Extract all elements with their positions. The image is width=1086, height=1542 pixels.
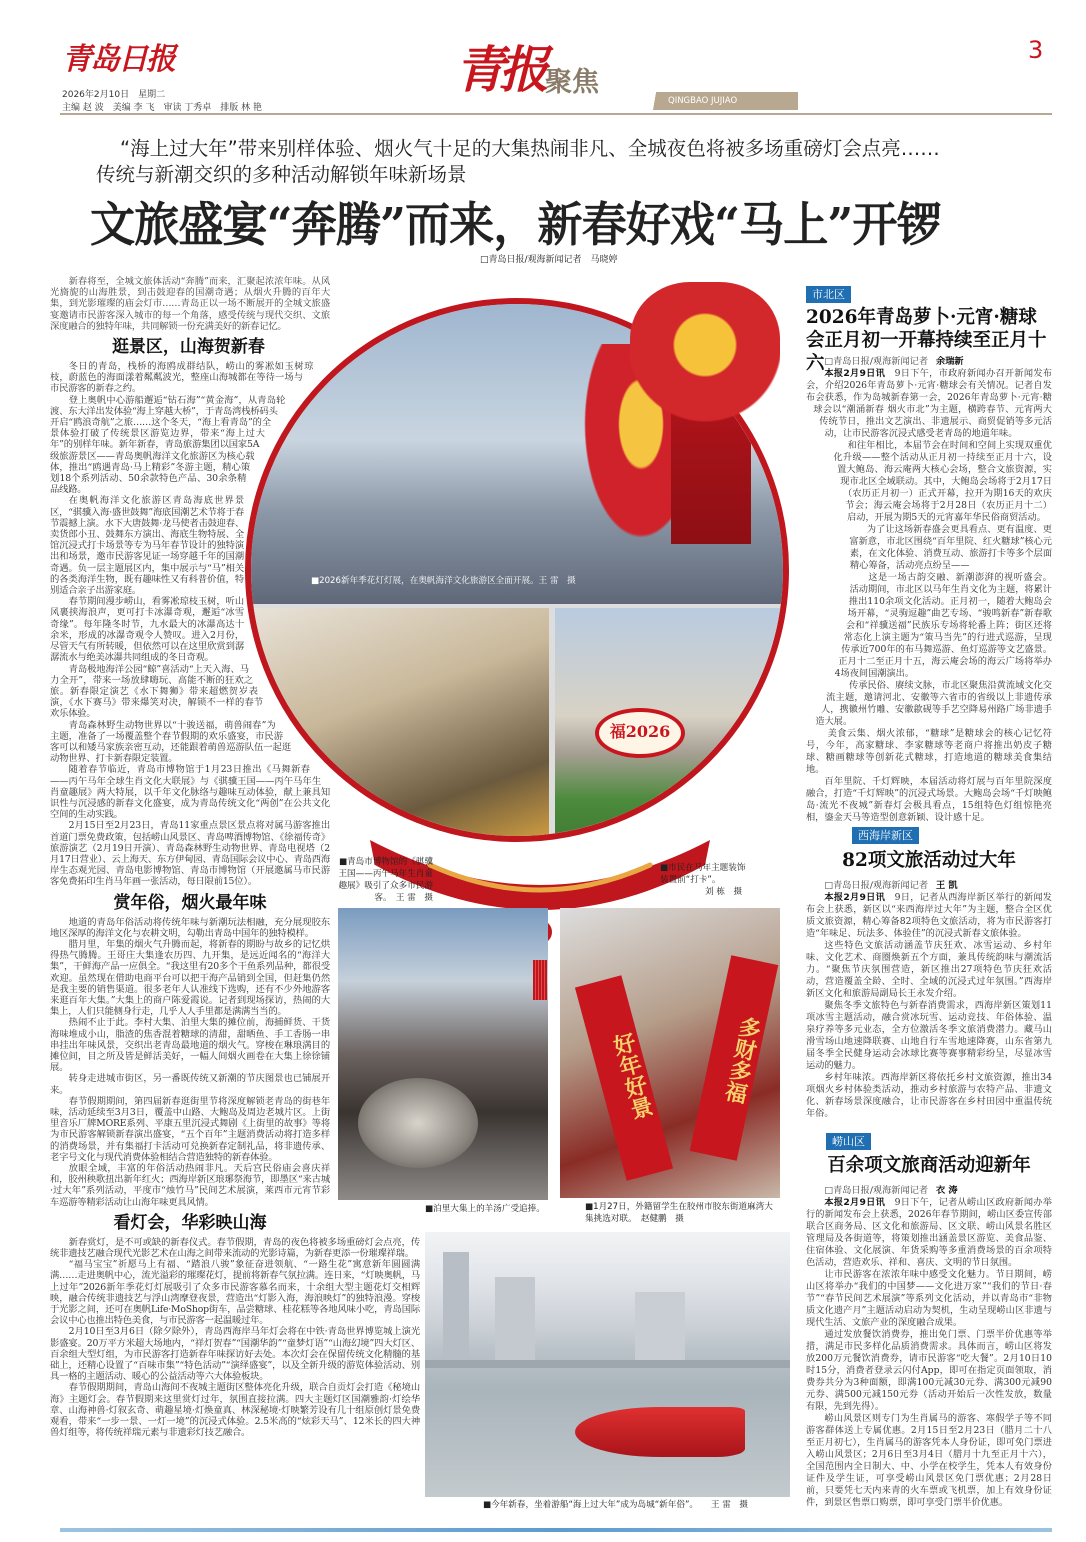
paragraph: 春节假期期间，第四届新春逛街里节将深度解锁老青岛的街巷年味，活动延续至3月3日，覆盖中山路、大鲍岛及周边老城片区。上街里音乐厂牌MORE系列、平康五里沉浸式舞剧《上街里的故事》等将为市民游客解锁新春演出盛宴，“五个百年”主题消费活动将打造多样的消费场景，并有集福打卡活动可兑换新春定制礼品，将非遗传承、老字号文化与现代消费体验相结合营造独特的新春体验。 xyxy=(50,1095,330,1163)
section-heading: 逛景区，山海贺新春 xyxy=(111,337,265,358)
photo-caption: ■青岛市博物馆的《骐骥王国——丙午马年生肖童趣展》吸引了众多市民游客。 王 雷 摄 xyxy=(338,857,433,903)
subtitle-1: “海上过大年”带来别样体验、烟火气十足的大集热闹非凡、全城夜色将被多场重磅灯会点亮…… xyxy=(120,137,940,160)
subtitle-2: 传统与新潮交织的多种活动解锁年味新场景 xyxy=(96,163,467,186)
paragraph: 青岛森林野生动物世界以“十骏送福，萌兽闹春”为主题，准备了一场覆盖整个春节假期的欢乐盛宴，市民游客可以和矮马家族亲密互动，还能跟着萌兽巡游队伍一起逛动物世界、打卡新春限定装置。 xyxy=(50,719,291,765)
byline-prefix: □青岛日报/观海新闻记者 xyxy=(824,356,929,367)
shoreline xyxy=(425,1360,790,1368)
byline-prefix: □青岛日报/观海新闻记者 xyxy=(824,880,929,891)
paragraph: 新春赏灯，是不可或缺的新春仪式。春节假期，青岛的夜色将被多场重磅灯会点亮，传统非遗技艺融合现代光影艺术在山海之间带来流动的光影诗篇，为新春更添一份璀璨祥瑞。 xyxy=(50,1236,420,1260)
reporter-name: 余瑞新 xyxy=(936,356,964,367)
paragraph: 百年里院、千灯辉映，本届活动将灯展与百年里院深度融合，打造“千灯辉映”的沉浸式场景。大鲍岛会场“千灯映鲍岛·流光不夜城”新春灯会极具看点，15组特色灯组惊艳亮相，鎏金天马等造型创意新颖、设计感十足。 xyxy=(806,776,1052,823)
paragraph: 2月15日至2月23日，青岛11家重点景区景点将对属马游客推出首道门票免费政策，包括崂山风景区、青岛啤酒博物馆、《徐福传奇》旅游演艺（2月19日开演）、青岛森林野生动物世界、青岛电视塔（2月17日营业）、云上海天、东方伊甸园、青岛国际会议中心、青岛西海岸生态观光园、青岛电影博物馆、青岛市博物馆（开展邀属马市民游客免费拓印生肖马年画一张活动，每日限前15位）。 xyxy=(50,820,330,888)
section-name-en: QINGBAO JUJIAO xyxy=(648,92,798,110)
skyscraper xyxy=(443,1252,469,1362)
photo-credit: 刘 栋 摄 xyxy=(705,887,743,897)
photo-caption: ■2026新年季花灯灯展，在奥帆海洋文化旅游区全面开展。王 雷 摄 xyxy=(311,576,576,586)
paragraph: 地道的青岛年俗活动将传统年味与新潮玩法相融，充分展现胶东地区深厚的海洋文化与农耕文明，勾勒出青岛中国年的独特模样。 xyxy=(50,916,330,939)
section-name: 聚焦 xyxy=(545,67,599,98)
paragraph: 转身走进城市街区，另一番既传统又新潮的节庆图景也已铺展开来。 xyxy=(50,1073,330,1096)
sidebar-body xyxy=(806,1185,1052,1510)
sidebar-title: 2026年青岛萝卜·元宵·糖球会正月初一开幕持续至正月十六 xyxy=(806,307,1047,374)
paragraph: 通过发放餐饮消费券，推出免门票、门票半价优惠等举措，满足市民多样化品质消费需求。具体而言，崂山区将发放200万元餐饮消费券，请市民游客“吃大餐”。2月10日10时15分，消费者登录云闪付App，即可在指定页面领取，消费券共分为3种面额，即满100元减30元券、满300元减90元券、满500元减150元券（活动开始后一次性发放，数量有限，先到先得）。 xyxy=(806,1329,1052,1412)
paragraph: 传承民俗、赓续文脉，市北区聚焦沿黄流域文化交流主题，邀请河北、安徽等六省市的省级以上非遗传承人，携徽州竹雕、安徽歙砚等手艺空降易州路广场非遗手造大展。 xyxy=(815,680,1052,727)
paragraph: 腊月里，年集的烟火气升腾而起，将新春的期盼与故乡的记忆烘得热气腾腾。王哥庄大集逢农历四、九开集，是远近闻名的“海洋大集”，干鲜海产品一应俱全。“我这里有20多个干鱼系列品种，都很受欢迎。虽然现在借助电商平台可以把干海产品销到全国，但赶集仍然是我主要的销售渠道。很多老年人认准线下选购，还有不少外地游客来逛百年大集。”大集上的商户陈爱霞说。记者到现场探访，热闹的大集上，人们只能侧身行走，几乎人人手里都是满满当当的。 xyxy=(50,938,330,1018)
photo-caption: ■今年新春，坐着游船“海上过大年”成为岛城“新年俗”。 王 雷 摄 xyxy=(483,1500,748,1510)
tassel xyxy=(533,960,547,1000)
district-tag: 市北区 xyxy=(806,286,851,303)
paragraph: 随着春节临近，青岛市博物馆于1月23日推出《马舞新春——丙午马年全球生肖文化大联展》与《骐骥王国——丙午马年生肖童趣展》两大特展，以千年文化脉络与趣味互动体验，献上兼具知识性与沉浸感的新春文化盛宴，成为青岛传统文化“两创”在公共文化空间的生动实践。 xyxy=(50,764,330,821)
paragraph: 美食云集、烟火浓郁，“糖球”是糖球会的核心记忆符号，今年，高家糖球、李家糖球等老商户将推出奶皮子糖球、糖画糖球等创新花式糖球，打造地道的糖球美食集结地。 xyxy=(806,728,1052,775)
section-heading: 赏年俗，烟火最年味 xyxy=(113,892,267,913)
footer-divider xyxy=(60,1528,1052,1532)
intro-paragraph: 新春将至，全城文旅体活动“奔腾”而来，汇聚起浓浓年味。从风光旖旎的山海胜景，到击鼓迎春的国潮奇遇；从烟火升腾的百年大集，到光影璀璨的庙会灯市……青岛正以一场不断展开的全城文旅盛宴邀请市民游客深入城市的每一个角落，感受传统与现代交织、文旅深度融合的独特年味，共同解锁一份充满美好的新春记忆。 xyxy=(50,276,330,332)
horse-installation-photo xyxy=(555,608,789,842)
paragraph xyxy=(806,892,1052,940)
issue-date: 2026年2月10日 星期二 xyxy=(62,90,166,100)
paragraph: 青岛极地海洋公园“鲸”喜活动“上天入海、马力全开”，带来一场放肆嗨玩、高能不断的狂欢之旅。新春限定演艺《水下舞狮》带来超燃贺岁表演，《水下赛马》带来爆笑对决，解锁不一样的春节欢乐体验。 xyxy=(50,663,264,720)
header-divider xyxy=(60,113,1052,115)
paragraph: 登上奥帆中心游船邂逅“钻石海”“黄金海”，从青岛轮渡、东大洋出发体验“海上穿越大桥”，于青岛湾栈桥码头开启“鸥浪奇航”之旅……这个冬天，“海上看青岛”的全景体验打破了传统景区游览边界，带来“海上过大年”的别样年味。新年新春，青岛旅游集团以国家5A级旅游景区——青岛奥帆海洋文化旅游区为核心载体，推出“鸥遇青岛·马上精彩”冬游主题，精心策划18个系列活动、50余款特色产品、30余条精品线路。 xyxy=(50,394,286,496)
red-ferry xyxy=(575,1407,745,1457)
paragraph: 春节期间漫步崂山，看雾凇琼枝玉树，听山风裹挟海浪声，更可打卡冰瀑奇观，邂逅“冰雪奇缘”。每年隆冬时节，九水最大的冰瀑高达十余米，形成的冰瀑奇观令人赞叹。进入2月份，尽管天气有所转暖，但依然可以在这里欣赏到潺潺流水与绝美冰瀑共同组成的冬日奇观。 xyxy=(50,596,244,664)
horse-sign: 福2026 xyxy=(595,708,685,758)
paragraph-text: 9日下午，记者从崂山区政府新闻办举行的新闻发布会上获悉，2026年春节期间，崂山区委宣传部联合区商务局、区文化和旅游局、区文联、崂山风景名胜区管理局及各街道等，将策划推出涵盖景区游览、美食品鉴、住宿体验、文化展演、年货采购等多重消费场景的百余项特色活动，营造欢乐、祥和、喜庆、文明的节日氛围。 xyxy=(806,1197,1052,1268)
section-heading: 看灯会，华彩映山海 xyxy=(113,1212,267,1233)
headline: 文旅盛宴“奔腾”而来，新春好戏“马上”开锣 xyxy=(90,198,941,253)
photo-caption: ■市民在马年主题装饰装置前“打卡”。 xyxy=(660,863,746,885)
sidebar-body xyxy=(806,356,1052,826)
dateline: 本报2月9日讯 xyxy=(824,892,886,903)
skyscraper xyxy=(635,1292,685,1362)
paragraph: 2月10日至3月6日（除夕除外），青岛西海岸马年灯会将在中铁·青岛世界博览城上演光影盛宴。20万平方米超大场地内，“祥灯贺春”“国潮华韵”“童梦灯语”“山海幻境”四大灯区、百余组大型灯组，为市民游客打造新春年味探访好去处。本次灯会在保留传统文化精髓的基础上，还精心设置了“百味市集”“特色活动”“演绎盛宴”，以及全新升级的游览体验活动、别具一格的主题活动、暖心的公益活动等六大体验板块。 xyxy=(50,1326,420,1383)
byline xyxy=(806,356,1052,368)
paragraph: 这些特色文旅活动涵盖节庆狂欢、冰雪运动、乡村年味、文化艺术、商圈焕新五个方面，兼具传统韵味与潮流活力。“聚焦节庆氛围营造，新区推出27项特色节庆狂欢活动，营造覆盖全龄、全时、全域的沉浸式过年氛围。”西海岸新区文化和旅游局副局长王永发介绍。 xyxy=(806,940,1052,999)
paragraph-text: 9日，记者从西海岸新区举行的新闻发布会上获悉，新区以“来西海岸过大年”为主题，整合全区优质文旅资源，精心筹备82项特色文旅活动，将为市民游客打造“年味足、玩法多、体验佳”的沉浸式新春文旅体验。 xyxy=(806,892,1052,939)
byline xyxy=(806,880,1052,892)
editors-line: 主编 赵 波 美编 李 飞 审读 丁秀卓 排版 林 艳 xyxy=(62,103,263,113)
paragraph: 为了让这场新春盛会更具看点、更有温度、更富新意，市北区围绕“百年里院、红火糖球”核心元素，在文化体验、消费互动、旅游打卡等多个层面精心筹备，活动亮点纷呈—— xyxy=(849,524,1052,571)
paragraph: 在奥帆海洋文化旅游区青岛海底世界景区，“骐骥入海·盛世鼓舞”海底国潮艺术节将于春节震撼上演。水下大唐鼓舞·龙马使者击鼓迎春、卖货郎小丑、鼓舞东方演出、海底生物特展、全馆沉浸式打卡场景等专为马年春节设计的独特演出和场景，邀市民游客见证一场穿越千年的国潮奇遇。负一层主题展区内，集中展示与“马”相关的各类海洋生物，既有趣味性又有科普价值，特别适合亲子出游家庭。 xyxy=(50,495,244,597)
paragraph: 热闹不止于此。李村大集、泊里大集的摊位前，海捕鲜货、干货海味堆成小山，脂渣的焦香混着糖球的清甜，甜晒鱼、手工香肠一串串挂出年味风景，交织出老青岛最地道的烟火气。穿梭在琳琅满目的摊位间，目之所及皆是鲜活美好，一幅人间烟火画卷在大集上徐徐铺展。 xyxy=(50,1017,330,1074)
sidebar-title: 百余项文旅商活动迎新年 xyxy=(827,1155,1031,1176)
district-tag: 崂山区 xyxy=(826,1133,871,1150)
paragraph: 这是一场古韵交融、新潮澎湃的视听盛会。活动期间，市北区以马年生肖文化为主题，将累计推出110余项文化活动。正月初一，随着大鲍岛会场开幕，“灵驹逗趣”曲艺专场、“骏鸣新春”新春歌会和“祥骥送福”民族乐专场将轮番上阵；街区还将常态化上演主题为“策马当先”的行进式巡游，呈现传承近700年的布马舞巡游、鱼灯巡游等文艺盛景。正月十二至正月十五，海云庵会场的海云广场将举办4场夜间国潮演出。 xyxy=(834,572,1052,679)
paragraph: 春节假期期间，青岛山海间不夜城主题街区整体亮化升级，联合自贡灯会打造《秘境山海》主题灯会。春节假期来这里赏灯过年，氛围直接拉满。四大主题灯区国潮雅韵·灯绘华章、山海神兽·灯叙玄奇、萌趣星境·灯焕童真、林深秘境·灯映繁芳设有几十组原创灯景免费观看，带来“一步一景、一灯一境”的沉浸式体验。2.5米高的“炫彩天马”、12米长的四大神兽灯组等，将传统祥瑞元素与非遗彩灯技艺融合。 xyxy=(50,1382,420,1439)
couplet-scroll: 好年好景 xyxy=(575,975,673,1181)
paragraph: 放眼全域，丰富的年俗活动热闹非凡。天后宫民俗庙会喜庆祥和，胶州秧歌扭出新年红火；西海岸新区琅琊祭海节，即墨区“来古城·过大年”系列活动，平度市“烛竹马”民间艺术展演，莱西市元宵节彩车巡游等精彩活动让山海年味更具风情。 xyxy=(50,1163,330,1208)
main-byline: □青岛日报/观海新闻记者 马晓婷 xyxy=(480,255,618,265)
section-logo: 青报 xyxy=(455,40,543,99)
byline-prefix: □青岛日报/观海新闻记者 xyxy=(824,1185,929,1196)
sidebar-title: 82项文旅活动过大年 xyxy=(842,850,1016,871)
sidebar-body xyxy=(806,880,1052,1128)
district-tag: 西海岸新区 xyxy=(852,827,919,844)
paragraph xyxy=(806,368,1052,440)
paragraph: 崂山风景区则专门为生肖属马的游客、寒假学子等不同游客群体送上专属优惠。2月15日至2月23日（腊月二十八至正月初七），生肖属马的游客凭本人身份证，即可免门票进入崂山风景区；2月6日至3月4日（腊月十九至正月十六），全国范围内全日制大、中、小学在校学生，凭本人有效身份证件及学生证，可享受崂山风景区免门票优惠；2月28日前，只要凭七天内来青的火车票或飞机票，加上有效身份证件，到景区售票口购票，即可享受门票半价优惠。 xyxy=(806,1413,1052,1508)
lantern-decoration xyxy=(630,282,780,422)
paragraph: 聚焦冬季文旅特色与新春消费需求，西海岸新区策划11项冰雪主题活动，融合赏冰玩雪、运动竞技、年俗体验、温泉疗养等多元业态，全方位激活冬季文旅消费潜力。藏马山滑雪场山地速降联赛、山地自行车雪地速降赛，山东省第九届冬季全民健身运动会冰球比赛等赛事精彩纷呈，尽显冰雪运动的魅力。 xyxy=(806,1000,1052,1071)
photo-caption: ■泊里大集上的羊汤广受追捧。 xyxy=(425,1204,545,1214)
reporter-name: 衣 涛 xyxy=(936,1185,958,1196)
paragraph: 乡村年味浓。西海岸新区将依托乡村文旅资源，推出34项烟火乡村体验类活动，推动乡村旅游与农特产品、非遗文化、新春场景深度融合，让市民游客在乡村田园中重温传统年俗。 xyxy=(806,1072,1052,1119)
paragraph: 让市民游客在浓浓年味中感受文化魅力。节日期间，崂山区将举办“我们的中国梦——文化进万家”“我们的节日·春节”“春节民间艺术展演”等系列文化活动，并以青岛市“非物质文化遗产月”主题活动启动为契机，生动呈现崂山区非遗与现代生活、文旅产业的深度融合成果。 xyxy=(806,1269,1052,1328)
paragraph: 和往年相比，本届节会在时间和空间上实现双重优化升级——整个活动从正月初一持续至正月十六，设置大鲍岛、海云庵两大核心会场，整合文旅资源，实现市北区全域联动。其中，大鲍岛会场将于2月17日（农历正月初一）正式开幕，拉开为期16天的欢庆节会；海云庵会场将于2月28日（农历正月十二）启动，开展为期5天的元宵嘉年华民俗商贸活动。 xyxy=(833,440,1052,523)
byline xyxy=(806,1185,1052,1197)
ferry-boat-photo xyxy=(425,1232,790,1497)
reporter-name: 王 凯 xyxy=(936,880,958,891)
skyscraper xyxy=(495,1277,535,1362)
page-number: 3 xyxy=(1028,36,1044,64)
photo-wrap-spacer xyxy=(330,276,420,1216)
paragraph: 冬日的青岛，栈桥的海鸥成群结队，崂山的雾凇如玉树琼枝，蔚蓝色的海面漾着粼粼波光，整座山海城都在等待一场与市民游客的新春之约。 xyxy=(50,361,314,395)
dateline: 本报2月9日讯 xyxy=(824,368,886,379)
paragraph xyxy=(806,1197,1052,1269)
photo-caption: ■1月27日，外籍留学生在胶州市胶东街道麻湾大集挑选对联。 赵健鹏 摄 xyxy=(585,1202,773,1224)
newspaper-logo: 青岛日报 xyxy=(62,42,174,77)
couplet-scroll: 多财多福 xyxy=(690,955,779,1161)
dateline: 本报2月9日讯 xyxy=(824,1197,886,1208)
couplets-photo xyxy=(560,908,780,1198)
paragraph: “福马宝宝”祈愿马上有福、“踏浪八骏”象征奋进领航、“一路生花”寓意新年圆圆满满……走进奥帆中心，流光溢彩的璀璨花灯，提前将新春气氛拉满。连日来，“灯映奥帆，马上过年”2026新年季花灯灯展吸引了众多市民游客慕名而来，十余组大型主题花灯交相辉映，融合传统非遗技艺与浮山湾摩登夜景，营造出“灯影入海，海浪映灯”的独特浪漫。穿梭于光影之间，还可在奥帆Life·MoShop街车，品尝糖球、桂花糕等各地风味小吃，青岛国际会议中心也推出特色美食，与市民游客一起温暖过年。 xyxy=(50,1259,420,1327)
paragraph-text: 9日下午，市政府新闻办召开新闻发布会，介绍2026年青岛萝卜·元宵·糖球会有关情况。记者自发布会获悉，作为岛城新春第一会，2026年青岛萝卜·元宵·糖球会以“潮涌新春 烟火市北”为主题，横跨春节、元宵两大传统节日，推出文艺演出、非遗展示、商贸促销等多元活动，让市民游客沉浸式感受老青岛的地道年味。 xyxy=(806,368,1052,439)
